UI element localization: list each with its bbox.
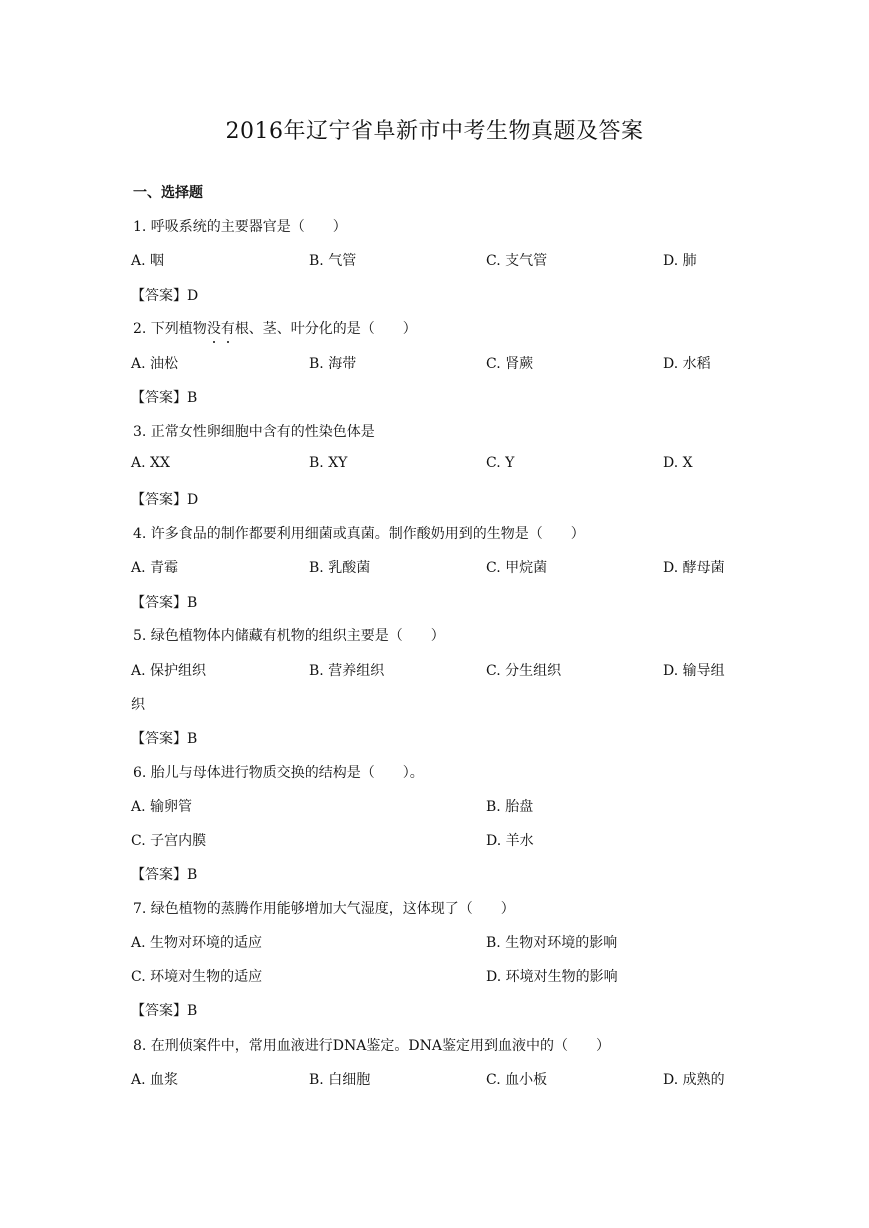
question-2-stem-part: 2. 下列植物	[133, 321, 207, 337]
question-4-option-c: C. 甲烷菌	[486, 560, 548, 576]
question-2-option-d: D. 水稻	[663, 356, 711, 372]
question-8-option-b: B. 白细胞	[309, 1072, 371, 1088]
question-4-option-b: B. 乳酸菌	[309, 560, 371, 576]
question-6-option-d: D. 羊水	[486, 833, 534, 849]
question-3-option-a: A. XX	[131, 455, 170, 471]
question-4-option-d: D. 酵母菌	[663, 560, 725, 576]
question-8-option-d: D. 成熟的	[663, 1072, 725, 1088]
question-7-option-d: D. 环境对生物的影响	[486, 969, 618, 985]
question-5-option-d: D. 输导组	[663, 663, 725, 679]
question-5-option-d-wrap: 织	[131, 697, 145, 713]
question-1-option-d: D. 肺	[663, 253, 697, 269]
question-2-option-a: A. 油松	[131, 356, 179, 372]
question-5-stem: 5. 绿色植物体内储藏有机物的组织主要是（ ）	[133, 628, 445, 644]
question-2-option-b: B. 海带	[309, 356, 357, 372]
question-5-option-b: B. 营养组织	[309, 663, 385, 679]
question-1-option-a: A. 咽	[131, 253, 165, 269]
question-5-option-a: A. 保护组织	[131, 663, 207, 679]
question-4-answer: 【答案】B	[131, 595, 198, 611]
question-1-option-c: C. 支气管	[486, 253, 548, 269]
question-7-answer: 【答案】B	[131, 1003, 198, 1019]
question-6-stem: 6. 胎儿与母体进行物质交换的结构是（ ）。	[133, 765, 424, 781]
question-1-stem: 1. 呼吸系统的主要器官是（ ）	[133, 219, 347, 235]
question-6-option-a: A. 输卵管	[131, 799, 193, 815]
question-8-option-c: C. 血小板	[486, 1072, 548, 1088]
question-8-option-a: A. 血浆	[131, 1072, 179, 1088]
document-title: 2016年辽宁省阜新市中考生物真题及答案	[225, 119, 644, 144]
question-6-option-b: B. 胎盘	[486, 799, 534, 815]
question-3-option-c: C. Y	[486, 455, 515, 471]
question-2-stem-part: 根、茎、叶分化的是（ ）	[234, 321, 417, 337]
question-4-stem: 4. 许多食品的制作都要利用细菌或真菌。制作酸奶用到的生物是（ ）	[133, 526, 585, 542]
question-2-option-c: C. 肾蕨	[486, 356, 534, 372]
question-7-option-a: A. 生物对环境的适应	[131, 935, 263, 951]
question-2-answer: 【答案】B	[131, 390, 198, 406]
question-1-answer: 【答案】D	[131, 288, 199, 304]
question-8-stem: 8. 在刑侦案件中，常用血液进行DNA鉴定。DNA鉴定用到血液中的（ ）	[133, 1038, 610, 1054]
question-7-stem: 7. 绿色植物的蒸腾作用能够增加大气湿度，这体现了（ ）	[133, 901, 515, 917]
question-7-option-c: C. 环境对生物的适应	[131, 969, 263, 985]
question-6-answer: 【答案】B	[131, 867, 198, 883]
section-heading: 一、选择题	[133, 185, 203, 201]
emphasis-dot-char: 没	[207, 318, 221, 338]
question-3-answer: 【答案】D	[131, 492, 199, 508]
question-7-option-b: B. 生物对环境的影响	[486, 935, 618, 951]
emphasis-dot-char: 有	[221, 318, 235, 338]
question-4-option-a: A. 青霉	[131, 560, 179, 576]
question-1-option-b: B. 气管	[309, 253, 357, 269]
question-5-option-c: C. 分生组织	[486, 663, 562, 679]
question-6-option-c: C. 子宫内膜	[131, 833, 207, 849]
question-5-answer: 【答案】B	[131, 731, 198, 747]
question-3-option-d: D. X	[663, 455, 693, 471]
question-2-stem	[133, 318, 417, 338]
question-3-option-b: B. XY	[309, 455, 348, 471]
question-3-stem: 3. 正常女性卵细胞中含有的性染色体是	[133, 424, 375, 440]
